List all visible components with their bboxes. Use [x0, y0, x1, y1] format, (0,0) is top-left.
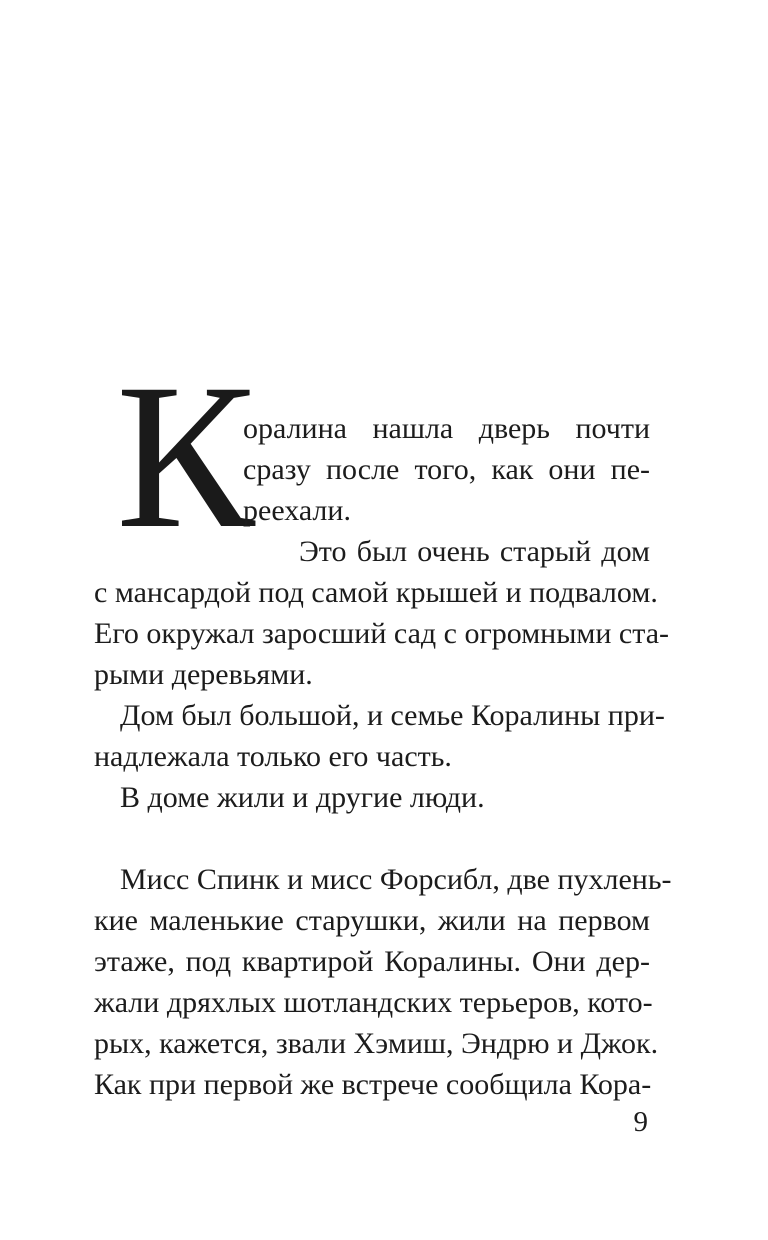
- text-line: надлежала только его часть.: [94, 740, 452, 773]
- text-line: рых, кажется, звали Хэмиш, Эндрю и Джок.: [94, 1027, 659, 1060]
- text-line: Его окружал заросший сад с огромными ста-: [94, 617, 670, 650]
- text-line: Мисс Спинк и мисс Форсибл, две пухлень-: [120, 863, 672, 896]
- text-line: рыми деревьями.: [94, 658, 313, 691]
- text-line: кие маленькие старушки, жили на первом: [94, 904, 650, 937]
- text-line: сразу после того, как они пе-: [243, 453, 650, 486]
- text-line: Как при первой же встрече сообщила Кора-: [94, 1068, 652, 1101]
- text-line: жали дряхлых шотландских терьеров, кото-: [94, 986, 653, 1019]
- text-line: с мансардой под самой крышей и подвалом.: [94, 576, 658, 609]
- text-line: этаже, под квартирой Коралины. Они дер-: [94, 945, 650, 978]
- text-line: Это был очень старый дом: [299, 535, 650, 568]
- text-line: реехали.: [243, 494, 351, 527]
- text-line: В доме жили и другие люди.: [120, 781, 485, 814]
- text-line: Дом был большой, и семье Коралины при-: [120, 699, 665, 732]
- page-number: 9: [633, 1106, 648, 1138]
- text-line: оралина нашла дверь почти: [243, 412, 650, 445]
- drop-cap-letter: К: [116, 341, 255, 571]
